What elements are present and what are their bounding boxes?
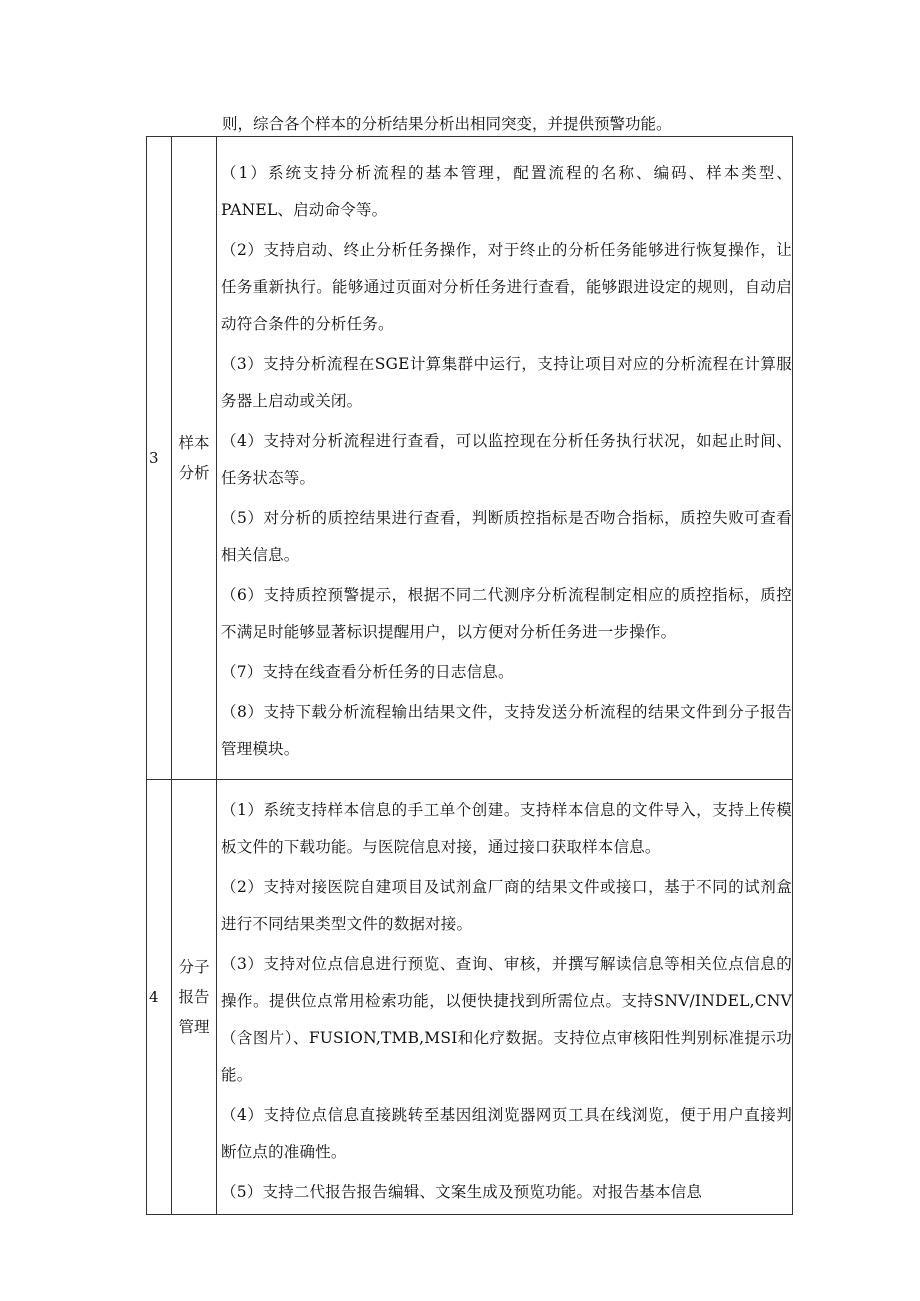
requirement-item: （2）支持启动、终止分析任务操作，对于终止的分析任务能够进行恢复操作，让任务重新执行。能够通过页面对分析任务进行查看，能够跟进设定的规则，自动启动符合条件的分析任务。: [221, 241, 792, 333]
module-name-line: 报告: [178, 988, 210, 1006]
module-name: [172, 780, 217, 1215]
requirement-item: （6）支持质控预警提示，根据不同二代测序分析流程制定相应的质控指标，质控不满足时能够显著标识提醒用户，以方便对分析任务进一步操作。: [221, 586, 792, 641]
table-row-sample-analysis: [147, 137, 793, 780]
requirement-item: （2）支持对接医院自建项目及试剂盒厂商的结果文件或接口，基于不同的试剂盒进行不同结果类型文件的数据对接。: [221, 878, 792, 933]
requirement-item: （8）支持下载分析流程输出结果文件，支持发送分析流程的结果文件到分子报告管理模块。: [221, 703, 792, 758]
requirement-description: [217, 137, 793, 780]
table-row-molecular-report: [147, 780, 793, 1215]
module-name-line: 分析: [178, 464, 210, 482]
requirement-item: （4）支持位点信息直接跳转至基因组浏览器网页工具在线浏览，便于用户直接判断位点的准确性。: [221, 1106, 792, 1161]
requirement-item: （1）系统支持分析流程的基本管理，配置流程的名称、编码、样本类型、PANEL、启动命令等。: [221, 164, 792, 219]
row-number: 3: [147, 137, 172, 780]
requirement-item: （5）对分析的质控结果进行查看，判断质控指标是否吻合指标，质控失败可查看相关信息。: [221, 509, 792, 564]
requirement-item: （4）支持对分析流程进行查看，可以监控现在分析任务执行状况，如起止时间、任务状态等。: [221, 432, 792, 487]
requirement-item: （3）支持分析流程在SGE计算集群中运行，支持让项目对应的分析流程在计算服务器上启动或关闭。: [221, 355, 792, 410]
module-name-line: 分子: [178, 958, 210, 976]
requirement-item: （1）系统支持样本信息的手工单个创建。支持样本信息的文件导入，支持上传模板文件的下载功能。与医院信息对接，通过接口获取样本信息。: [221, 801, 792, 856]
module-name: [172, 137, 217, 780]
requirement-item: （3）支持对位点信息进行预览、查询、审核，并撰写解读信息等相关位点信息的操作。提供位点常用检索功能，以便快捷找到所需位点。支持SNV/INDEL,CNV（含图片）、FUSION,TMB,MSI和化疗数据。支持位点审核阳性判别标准提示功能。: [221, 955, 792, 1084]
requirements-table: [146, 136, 793, 1215]
requirement-item: （7）支持在线查看分析任务的日志信息。: [221, 663, 514, 681]
module-name-line: 管理: [178, 1018, 210, 1036]
requirement-item: （5）支持二代报告报告编辑、文案生成及预览功能。对报告基本信息: [221, 1183, 703, 1201]
continuation-text: 则，综合各个样本的分析结果分析出相同突变，并提供预警功能。: [222, 115, 672, 133]
requirement-description: [217, 780, 793, 1215]
module-name-line: 样本: [178, 434, 210, 452]
row-number: 4: [147, 780, 172, 1215]
